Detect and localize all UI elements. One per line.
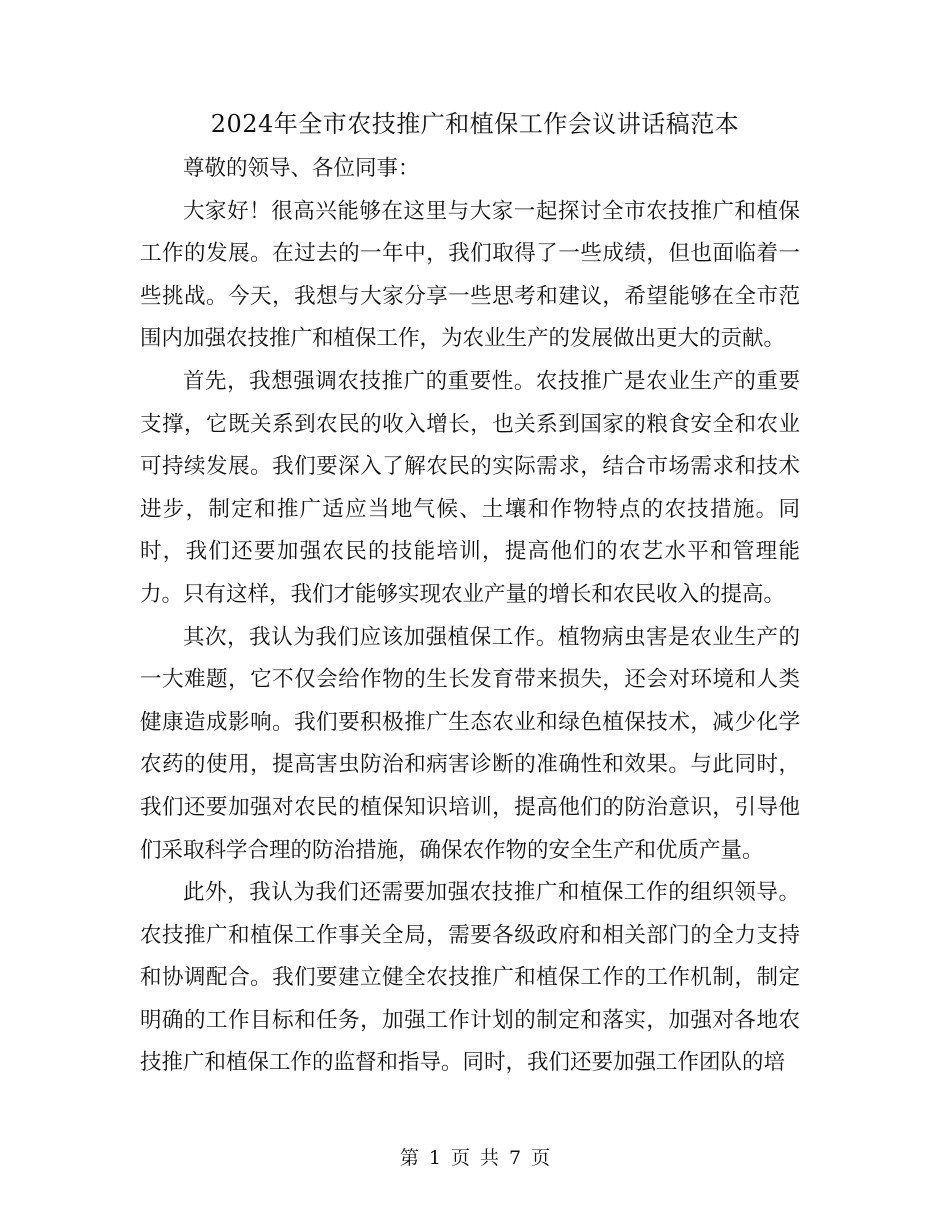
document-title: 2024年全市农技推广和植保工作会议讲话稿范本 <box>210 110 740 138</box>
body-paragraph: 首先，我想强调农技推广的重要性。农技推广是农业生产的重要支撑，它既关系到农民的收入增长，也关系到国家的粮食安全和农业可持续发展。我们要深入了解农民的实际需求，结合市场需求和技术进步，制定和推广适应当地气候、土壤和作物特点的农技措施。同时，我们还要加强农民的技能培训，提高他们的农艺水平和管理能力。只有这样，我们才能够实现农业产量的增长和农民收入的提高。 <box>140 368 800 607</box>
body-paragraph: 其次，我认为我们应该加强植保工作。植物病虫害是农业生产的一大难题，它不仅会给作物的生长发育带来损失，还会对环境和人类健康造成影响。我们要积极推广生态农业和绿色植保技术，减少化学农药的使用，提高害虫防治和病害诊断的准确性和效果。与此同时，我们还要加强对农民的植保知识培训，提高他们的防治意识，引导他们采取科学合理的防治措施，确保农作物的安全生产和优质产量。 <box>140 624 800 863</box>
body-paragraph: 此外，我认为我们还需要加强农技推广和植保工作的组织领导。农技推广和植保工作事关全局，需要各级政府和相关部门的全力支持和协调配合。我们要建立健全农技推广和植保工作的工作机制，制定明确的工作目标和任务，加强工作计划的制定和落实，加强对各地农技推广和植保工作的监督和指导。同时，我们还要加强工作团队的培 <box>140 880 800 1076</box>
body-paragraph: 大家好！很高兴能够在这里与大家一起探讨全市农技推广和植保工作的发展。在过去的一年中，我们取得了一些成绩，但也面临着一些挑战。今天，我想与大家分享一些思考和建议，希望能够在全市范围内加强农技推广和植保工作，为农业生产的发展做出更大的贡献。 <box>140 198 800 352</box>
document-body <box>140 148 800 1085</box>
salutation-paragraph: 尊敬的领导、各位同事： <box>183 156 420 181</box>
page-footer: 第 1 页 共 7 页 <box>399 1147 551 1169</box>
